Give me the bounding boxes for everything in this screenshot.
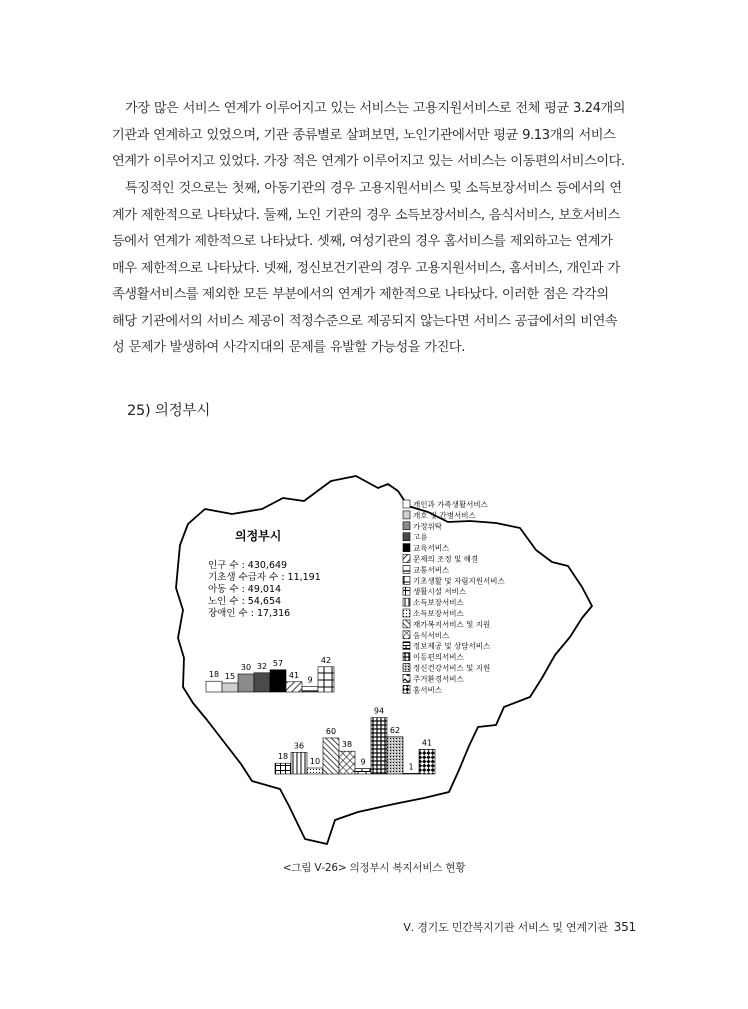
legend-label: 소득보장서비스 [413, 609, 464, 618]
stat-basic-livelihood: 기초생 수급자 수 : 11,191 [208, 572, 321, 583]
legend-label: 기초생활 및 자립지원서비스 [413, 576, 505, 586]
bar-value-label: 1 [408, 762, 414, 772]
page-number: 351 [613, 920, 636, 934]
text-line: 가장 많은 서비스 연계가 이루어지고 있는 서비스는 고용지원서비스로 전체 평균 3.24개의 [125, 101, 626, 116]
legend-swatch [403, 533, 410, 541]
stat-children: 아동 수 : 49,014 [208, 584, 282, 595]
bar-value-label: 62 [389, 725, 401, 735]
bar-value-label: 57 [272, 658, 284, 668]
legend-swatch [403, 544, 410, 552]
bar [307, 768, 323, 774]
legend-label: 홈서비스 [413, 685, 442, 695]
legend-swatch [403, 653, 410, 661]
bar [238, 674, 254, 692]
text-line: 족생활서비스를 제외한 모든 부분에서의 연계가 제한적으로 나타났다. 이러한 점은 각각의 [112, 287, 609, 302]
page-footer [403, 919, 636, 935]
legend-label: 가정위탁 [413, 521, 442, 531]
legend-label: 개호 및 간병서비스 [413, 510, 476, 520]
bar-value-label: 41 [288, 670, 300, 680]
bar-value-label: 10 [309, 757, 321, 766]
text-line: 특징적인 것으로는 첫째, 아동기관의 경우 고용지원서비스 및 소득보장서비스 등에서의 연 [125, 181, 622, 196]
legend-label: 교통서비스 [413, 565, 450, 575]
bar-value-label: 94 [373, 706, 385, 716]
legend-swatch [403, 576, 410, 584]
stats-block [208, 559, 321, 619]
legend-label: 교육서비스 [413, 543, 450, 553]
legend-label: 소득보장서비스 [413, 598, 464, 608]
bar [371, 718, 387, 774]
bar [403, 773, 419, 774]
legend-label: 재가복지서비스 및 지원 [413, 619, 491, 629]
legend-label: 생활시설 서비스 [413, 587, 467, 597]
text-line: 기관과 연계하고 있었으며, 기관 종류별로 살펴보면, 노인기관에서만 평균 9.13개의 서비스 [112, 127, 616, 143]
legend-swatch [403, 664, 410, 672]
legend-swatch [403, 674, 410, 682]
bar [286, 682, 302, 692]
bar-value-label: 42 [320, 655, 332, 665]
stat-disabled: 장애인 수 : 17,316 [208, 608, 291, 619]
bar-value-label: 32 [256, 661, 268, 671]
bar-value-label: 18 [208, 670, 220, 680]
bar [254, 673, 270, 692]
bar-value-label: 36 [293, 741, 305, 751]
bar-value-label: 60 [325, 727, 337, 736]
bar [387, 737, 403, 774]
bar-value-label: 30 [240, 663, 252, 672]
legend-swatch [403, 500, 410, 508]
bar-group-1 [206, 656, 334, 692]
text-line: 계가 제한적으로 나타났다. 둘째, 노인 기관의 경우 소득보장서비스, 음식서비스, 보호서비스 [112, 207, 620, 223]
bar [302, 687, 318, 692]
bar-group-2 [275, 707, 435, 774]
legend-label: 주거환경서비스 [413, 674, 464, 684]
bar-value-label: 38 [341, 740, 353, 750]
text-line: 연계가 이루어지고 있었다. 가장 적은 연계가 이루어지고 있는 서비스는 이동편의서비스이다. [112, 154, 625, 169]
legend-label: 음식서비스 [413, 630, 450, 640]
stat-population: 인구 수 : 430,649 [208, 560, 288, 571]
legend-label: 정보제공 및 상담서비스 [413, 641, 491, 651]
legend-swatch [403, 511, 410, 519]
section-heading: 25) 의정부시 [127, 403, 211, 419]
text-line: 해당 기관에서의 서비스 제공이 적정수준으로 제공되지 않는다면 서비스 공급에서의 비연속 [112, 313, 618, 329]
bar [419, 749, 435, 774]
text-line: 매우 제한적으로 나타났다. 넷째, 정신보건기관의 경우 고용지원서비스, 홈서비스, 개인과 가 [112, 260, 620, 276]
bar-value-label: 9 [360, 757, 366, 767]
legend-swatch [403, 642, 410, 650]
bar-value-label: 15 [224, 672, 236, 681]
text-line: 성 문제가 발생하여 사각지대의 문제를 유발할 가능성을 가진다. [112, 340, 465, 355]
legend-label: 고용 [413, 532, 428, 542]
footer-chapter: Ⅴ. 경기도 민간복지기관 서비스 및 연계기관 [403, 921, 608, 934]
legend-label: 개인과 가족생활서비스 [413, 500, 488, 509]
figure-caption: <그림 Ⅴ-26> 의정부시 복지서비스 현황 [282, 862, 466, 874]
bar [291, 752, 307, 774]
bar-value-label: 18 [277, 752, 289, 762]
stat-elderly: 노인 수 : 54,654 [208, 596, 282, 607]
bar-value-label: 41 [421, 738, 433, 748]
legend-swatch [403, 522, 410, 530]
legend-label: 이동편의서비스 [413, 652, 464, 662]
bar [275, 763, 291, 774]
bar [339, 751, 355, 774]
bar [206, 681, 222, 692]
legend-swatch [403, 555, 410, 563]
bar [323, 738, 339, 774]
bar [222, 683, 238, 692]
legend-swatch [403, 598, 410, 606]
legend-swatch [403, 565, 410, 573]
legend-swatch [403, 685, 410, 693]
legend-label: 문제의 조정 및 해결 [413, 554, 479, 564]
bar-value-label: 9 [307, 675, 313, 685]
region-title: 의정부시 [235, 529, 282, 543]
bar [270, 670, 286, 692]
bar [355, 769, 371, 774]
legend-swatch [403, 587, 410, 595]
legend-label: 정신건강서비스 및 지원 [413, 663, 491, 673]
text-line: 등에서 연계가 제한적으로 나타났다. 셋째, 여성기관의 경우 홈서비스를 제외하고는 연계가 [112, 234, 613, 249]
legend-swatch [403, 631, 410, 639]
legend [403, 499, 505, 694]
legend-swatch [403, 620, 410, 628]
legend-swatch [403, 609, 410, 617]
bar [318, 667, 334, 692]
